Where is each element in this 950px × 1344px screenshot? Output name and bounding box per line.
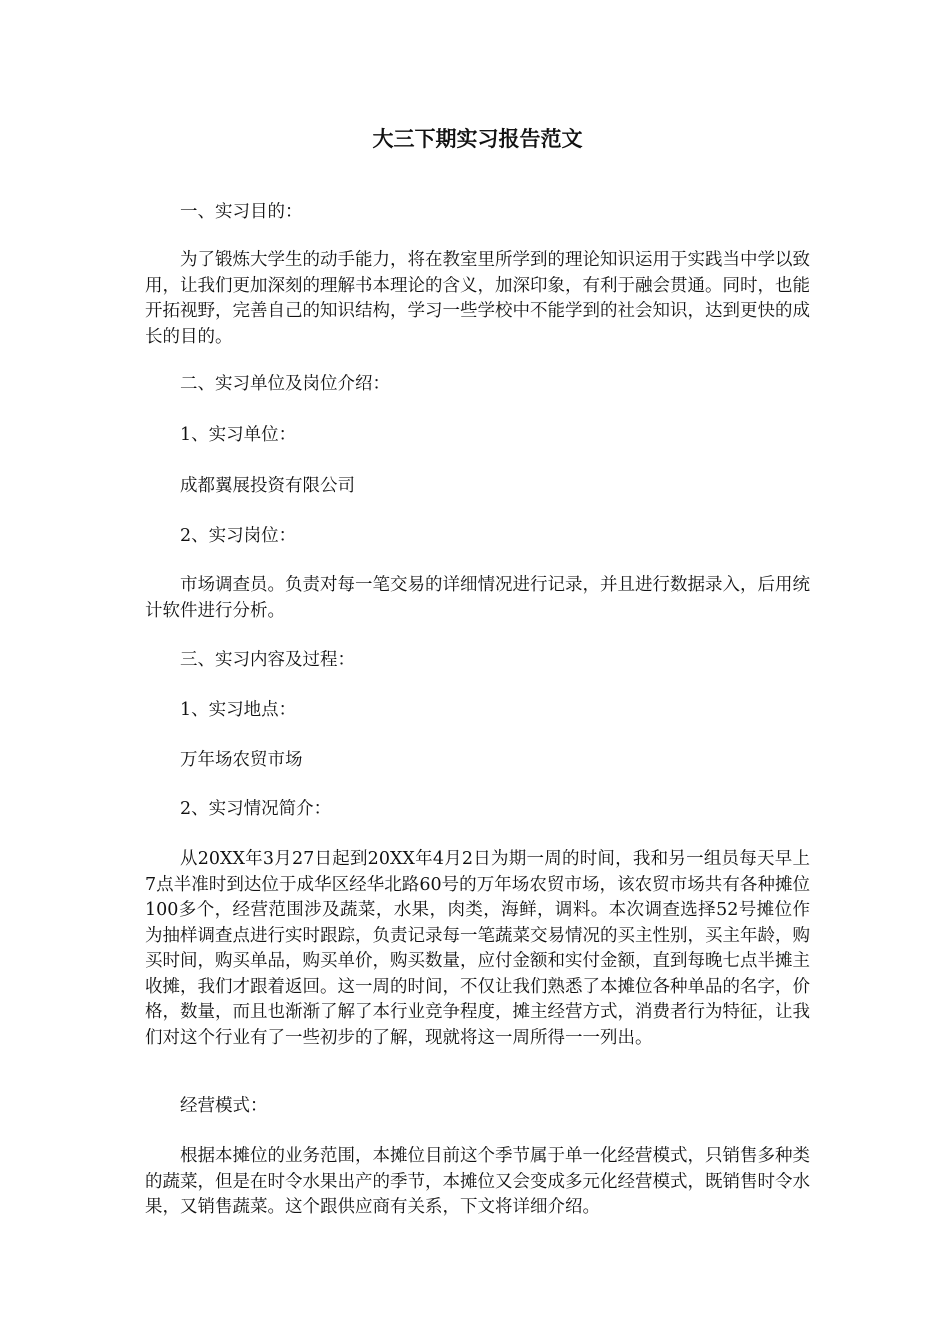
paragraph-unit-label: 1、实习单位： xyxy=(180,425,297,445)
paragraph-section-3-heading: 三、实习内容及过程： xyxy=(180,650,355,670)
paragraph-section-1-heading: 一、实习目的： xyxy=(180,202,303,222)
paragraph-location-label: 1、实习地点： xyxy=(180,700,297,720)
paragraph-position-description: 市场调查员。负责对每一笔交易的详细情况进行记录，并且进行数据录入，后用统计软件进行分析。 xyxy=(145,575,810,621)
paragraph-unit-name: 成都翼展投资有限公司 xyxy=(180,476,355,496)
paragraph-location-name: 万年场农贸市场 xyxy=(180,750,303,770)
paragraph-internship-purpose: 为了锻炼大学生的动手能力，将在教室里所学到的理论知识运用于实践当中学以致用，让我们更加深刻的理解书本理论的含义，加深印象，有利于融会贯通。同时，也能开拓视野，完善自己的知识结构，学习一些学校中不能学到的社会知识，达到更快的成长的目的。 xyxy=(145,250,810,347)
document-title: 大三下期实习报告范文 xyxy=(372,126,583,151)
paragraph-situation-label: 2、实习情况简介： xyxy=(180,799,332,819)
paragraph-business-model-description: 根据本摊位的业务范围，本摊位目前这个季节属于单一化经营模式，只销售多种类的蔬菜，但是在时令水果出产的季节，本摊位又会变成多元化经营模式，既销售时令水果，又销售蔬菜。这个跟供应商有关系，下文将详细介绍。 xyxy=(145,1146,810,1217)
paragraph-situation-description: 从20XX年3月27日起到20XX年4月2日为期一周的时间，我和另一组员每天早上7点半准时到达位于成华区经华北路60号的万年场农贸市场，该农贸市场共有各种摊位100多个，经营范围涉及蔬菜，水果，肉类，海鲜，调料。本次调查选择52号摊位作为抽样调查点进行实时跟踪，负责记录每一笔蔬菜交易情况的买主性别，买主年龄，购买时间，购买单品，购买单价，购买数量，应付金额和实付金额，直到每晚七点半摊主收摊，我们才跟着返回。这一周的时间，不仅让我们熟悉了本摊位各种单品的名字，价格，数量，而且也渐渐了解了本行业竞争程度，摊主经营方式，消费者行为特征，让我们对这个行业有了一些初步的了解，现就将这一周所得一一列出。 xyxy=(145,849,810,1048)
paragraph-position-label: 2、实习岗位： xyxy=(180,526,297,546)
paragraph-section-2-heading: 二、实习单位及岗位介绍： xyxy=(180,374,390,394)
paragraph-business-model-label: 经营模式： xyxy=(180,1096,268,1116)
